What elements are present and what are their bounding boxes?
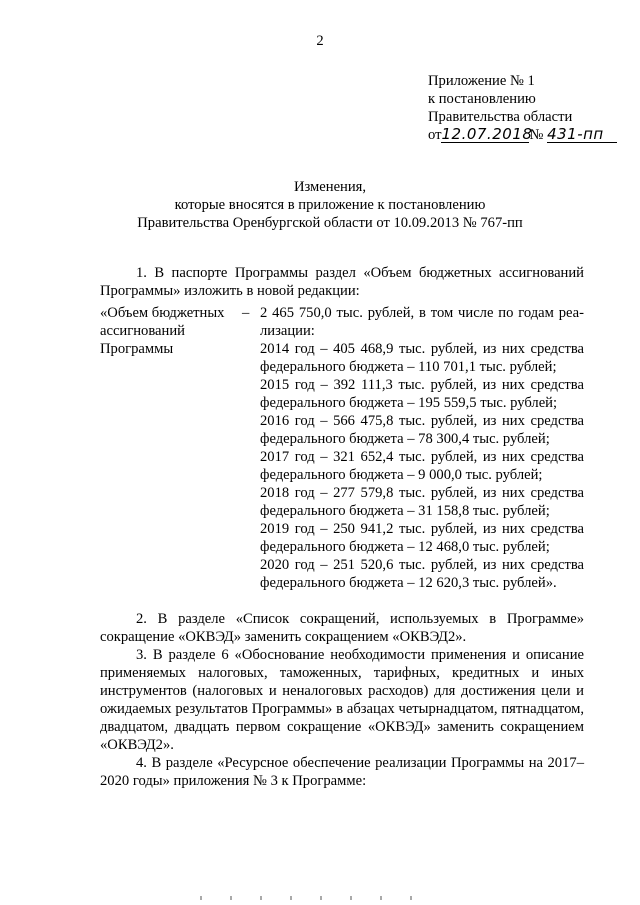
number-prefix: № [529,127,544,143]
appendix-header [428,72,628,144]
item-1-text: 1. В паспорте Программы раздел «Объем бюджетных ассигнований Программы» изложить в новой редакции: [100,265,584,299]
page-number: 2 [316,33,324,49]
funding-line: 2 465 750,0 тыс. рублей, в том числе по годам реа- [260,305,584,321]
appendix-line-3: Правительства области [428,109,573,125]
passport-dash: – [242,305,250,321]
funding-line: 2015 год – 392 111,3 тыс. рублей, из них средства [260,377,584,393]
passport-values [260,304,584,592]
funding-line: федерального бюджета – 31 158,8 тыс. рублей; [260,503,550,519]
item-2-text: 2. В разделе «Список сокращений, используемых в Программе» сокращение «ОКВЭД» заменить сокращением «ОКВЭД2». [100,611,584,645]
funding-line: федерального бюджета – 78 300,4 тыс. рублей; [260,431,550,447]
funding-line: федерального бюджета – 195 559,5 тыс. рублей; [260,395,558,411]
scan-artifact [200,896,440,900]
funding-line: лизации: [260,323,315,339]
appendix-date-line [428,126,628,144]
funding-line: 2014 год – 405 468,9 тыс. рублей, из них средства [260,341,584,357]
funding-line: федерального бюджета – 110 701,1 тыс. рублей; [260,359,557,375]
funding-line: 2017 год – 321 652,4 тыс. рублей, из них средства [260,449,584,465]
funding-line: 2020 год – 251 520,6 тыс. рублей, из них средства [260,557,584,573]
funding-line: 2018 год – 277 579,8 тыс. рублей, из них средства [260,485,584,501]
funding-line: федерального бюджета – 12 468,0 тыс. рублей; [260,539,550,555]
appendix-line-2: к постановлению [428,91,536,107]
funding-line: федерального бюджета – 12 620,3 тыс. рублей». [260,575,557,591]
title-line-1: Изменения, [293,179,367,195]
passport-label: «Объем бюджетных ассигнований Программы [100,305,225,357]
title-line-3: Правительства Оренбургской области от 10.09.2013 № 767-пп [137,215,523,231]
handwritten-number: 431-пп [547,127,617,143]
title-line-2: которые вносятся в приложение к постановлению [174,197,486,213]
appendix-line-1: Приложение № 1 [428,73,535,89]
document-title [60,178,600,232]
passport-block [100,304,584,592]
funding-line: федерального бюджета – 9 000,0 тыс. рублей; [260,467,543,483]
date-prefix: от [428,127,442,143]
item-3-text: 3. В разделе 6 «Обоснование необходимости применения и описание применяемых налоговых, таможенных, тарифных, кредитных и иных инструментов (налоговых и неналоговых расходов) для достижения цели и ожидаемых результатов Программы» в абзацах четырнадцатом, пятнадцатом, двадцатом, двадцать первом сокращение «ОКВЭД» заменить сокращением «ОКВЭД2». [100,647,584,753]
document-body [100,264,584,790]
handwritten-date: 12.07.2018 [441,125,533,143]
funding-line: 2016 год – 566 475,8 тыс. рублей, из них средства [260,413,584,429]
funding-line: 2019 год – 250 941,2 тыс. рублей, из них средства [260,521,584,537]
item-4-text: 4. В разделе «Ресурсное обеспечение реализации Программы на 2017–2020 годы» приложения № 3 к Программе: [100,755,584,789]
